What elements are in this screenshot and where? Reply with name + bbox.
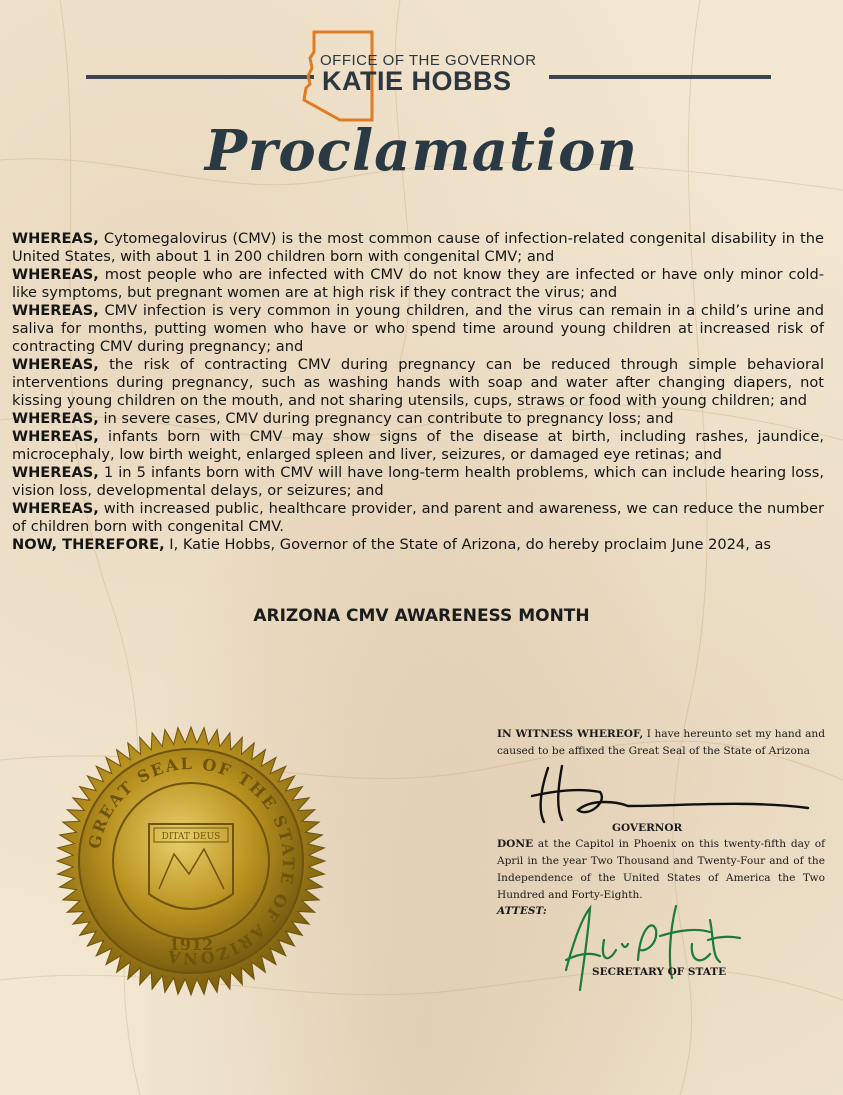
- witness-statement: [497, 726, 825, 760]
- governor-signature: [528, 762, 818, 828]
- great-seal-icon: [54, 724, 328, 998]
- governor-name: KATIE HOBBS: [322, 66, 512, 96]
- whereas-paragraph: [12, 230, 824, 266]
- proclaimed-month: ARIZONA CMV AWARENESS MONTH: [253, 606, 590, 626]
- paragraph-lead: WHEREAS,: [12, 230, 99, 247]
- done-statement: [497, 836, 825, 904]
- paragraph-lead: WHEREAS,: [12, 356, 99, 373]
- witness-lead: IN WITNESS WHEREOF,: [497, 728, 644, 740]
- whereas-paragraph: [12, 428, 824, 464]
- paragraph-lead: WHEREAS,: [12, 410, 99, 427]
- governor-label: GOVERNOR: [612, 822, 683, 834]
- whereas-paragraph: [12, 500, 824, 536]
- page-title: Proclamation: [204, 118, 639, 184]
- seal-year: 1912: [168, 935, 214, 954]
- paragraph-text: infants born with CMV may show signs of the disease at birth, including rashes, jaundice, microcephaly, low birth weight, enlarged spleen and liver, seizures, or damaged eye retinas; and: [12, 428, 824, 463]
- office-label: OFFICE OF THE GOVERNOR: [320, 52, 537, 69]
- header-rule-right: [549, 75, 771, 79]
- paragraph-text: CMV infection is very common in young children, and the virus can remain in a child’s urine and saliva for months, putting women who have or who spend time around young children at increased risk of contracting CMV during pregnancy; and: [12, 302, 824, 355]
- paragraph-text: most people who are infected with CMV do not know they are infected or have only minor cold-like symptoms, but pregnant women are at high risk if they contract the virus; and: [12, 266, 824, 301]
- attest-label: ATTEST:: [497, 905, 547, 917]
- done-text: at the Capitol in Phoenix on this twenty-fifth day of April in the year Two Thousand and Twenty-Four and of the Independence of the United States of America the Two Hundred and Forty-Eighth.: [497, 838, 825, 901]
- whereas-paragraph: [12, 356, 824, 410]
- whereas-paragraph: [12, 302, 824, 356]
- paragraph-text: the risk of contracting CMV during pregnancy can be reduced through simple behavioral interventions during pregnancy, such as washing hands with soap and water after changing diapers, not kissing young children on the mouth, and not sharing utensils, cups, straws or food with young children; and: [12, 356, 824, 409]
- paragraph-text: with increased public, healthcare provider, and parent and awareness, we can reduce the number of children born with congenital CMV.: [12, 500, 824, 535]
- paragraph-lead: WHEREAS,: [12, 266, 99, 283]
- done-lead: DONE: [497, 838, 534, 850]
- whereas-paragraph: [12, 464, 824, 500]
- letterhead: [0, 14, 843, 114]
- paragraph-lead: WHEREAS,: [12, 500, 99, 517]
- paragraph-lead: WHEREAS,: [12, 428, 99, 445]
- paragraph-text: 1 in 5 infants born with CMV will have long-term health problems, which can include hearing loss, vision loss, developmental delays, or seizures; and: [12, 464, 824, 499]
- proclamation-body: [12, 230, 824, 554]
- paragraph-text: I, Katie Hobbs, Governor of the State of Arizona, do hereby proclaim June 2024, as: [164, 536, 772, 553]
- paragraph-lead: WHEREAS,: [12, 464, 99, 481]
- secretary-label: SECRETARY OF STATE: [592, 966, 727, 978]
- paragraph-text: in severe cases, CMV during pregnancy can contribute to pregnancy loss; and: [98, 410, 674, 427]
- header-rule-left: [86, 75, 314, 79]
- whereas-paragraph: [12, 410, 824, 428]
- seal-ring-text: GREAT SEAL OF THE STATE OF ARIZONA: [84, 753, 299, 969]
- whereas-paragraph: [12, 266, 824, 302]
- paragraph-lead: NOW, THEREFORE,: [12, 536, 165, 553]
- therefore-paragraph: [12, 536, 824, 554]
- paragraph-text: Cytomegalovirus (CMV) is the most common cause of infection-related congenital disability in the United States, with about 1 in 200 children born with congenital CMV; and: [12, 230, 824, 265]
- seal-motto: DITAT DEUS: [161, 832, 221, 842]
- witness-text: I have hereunto set my hand and caused to be affixed the Great Seal of the State of Arizona: [497, 728, 826, 757]
- secretary-signature: [560, 900, 750, 996]
- paragraph-lead: WHEREAS,: [12, 302, 99, 319]
